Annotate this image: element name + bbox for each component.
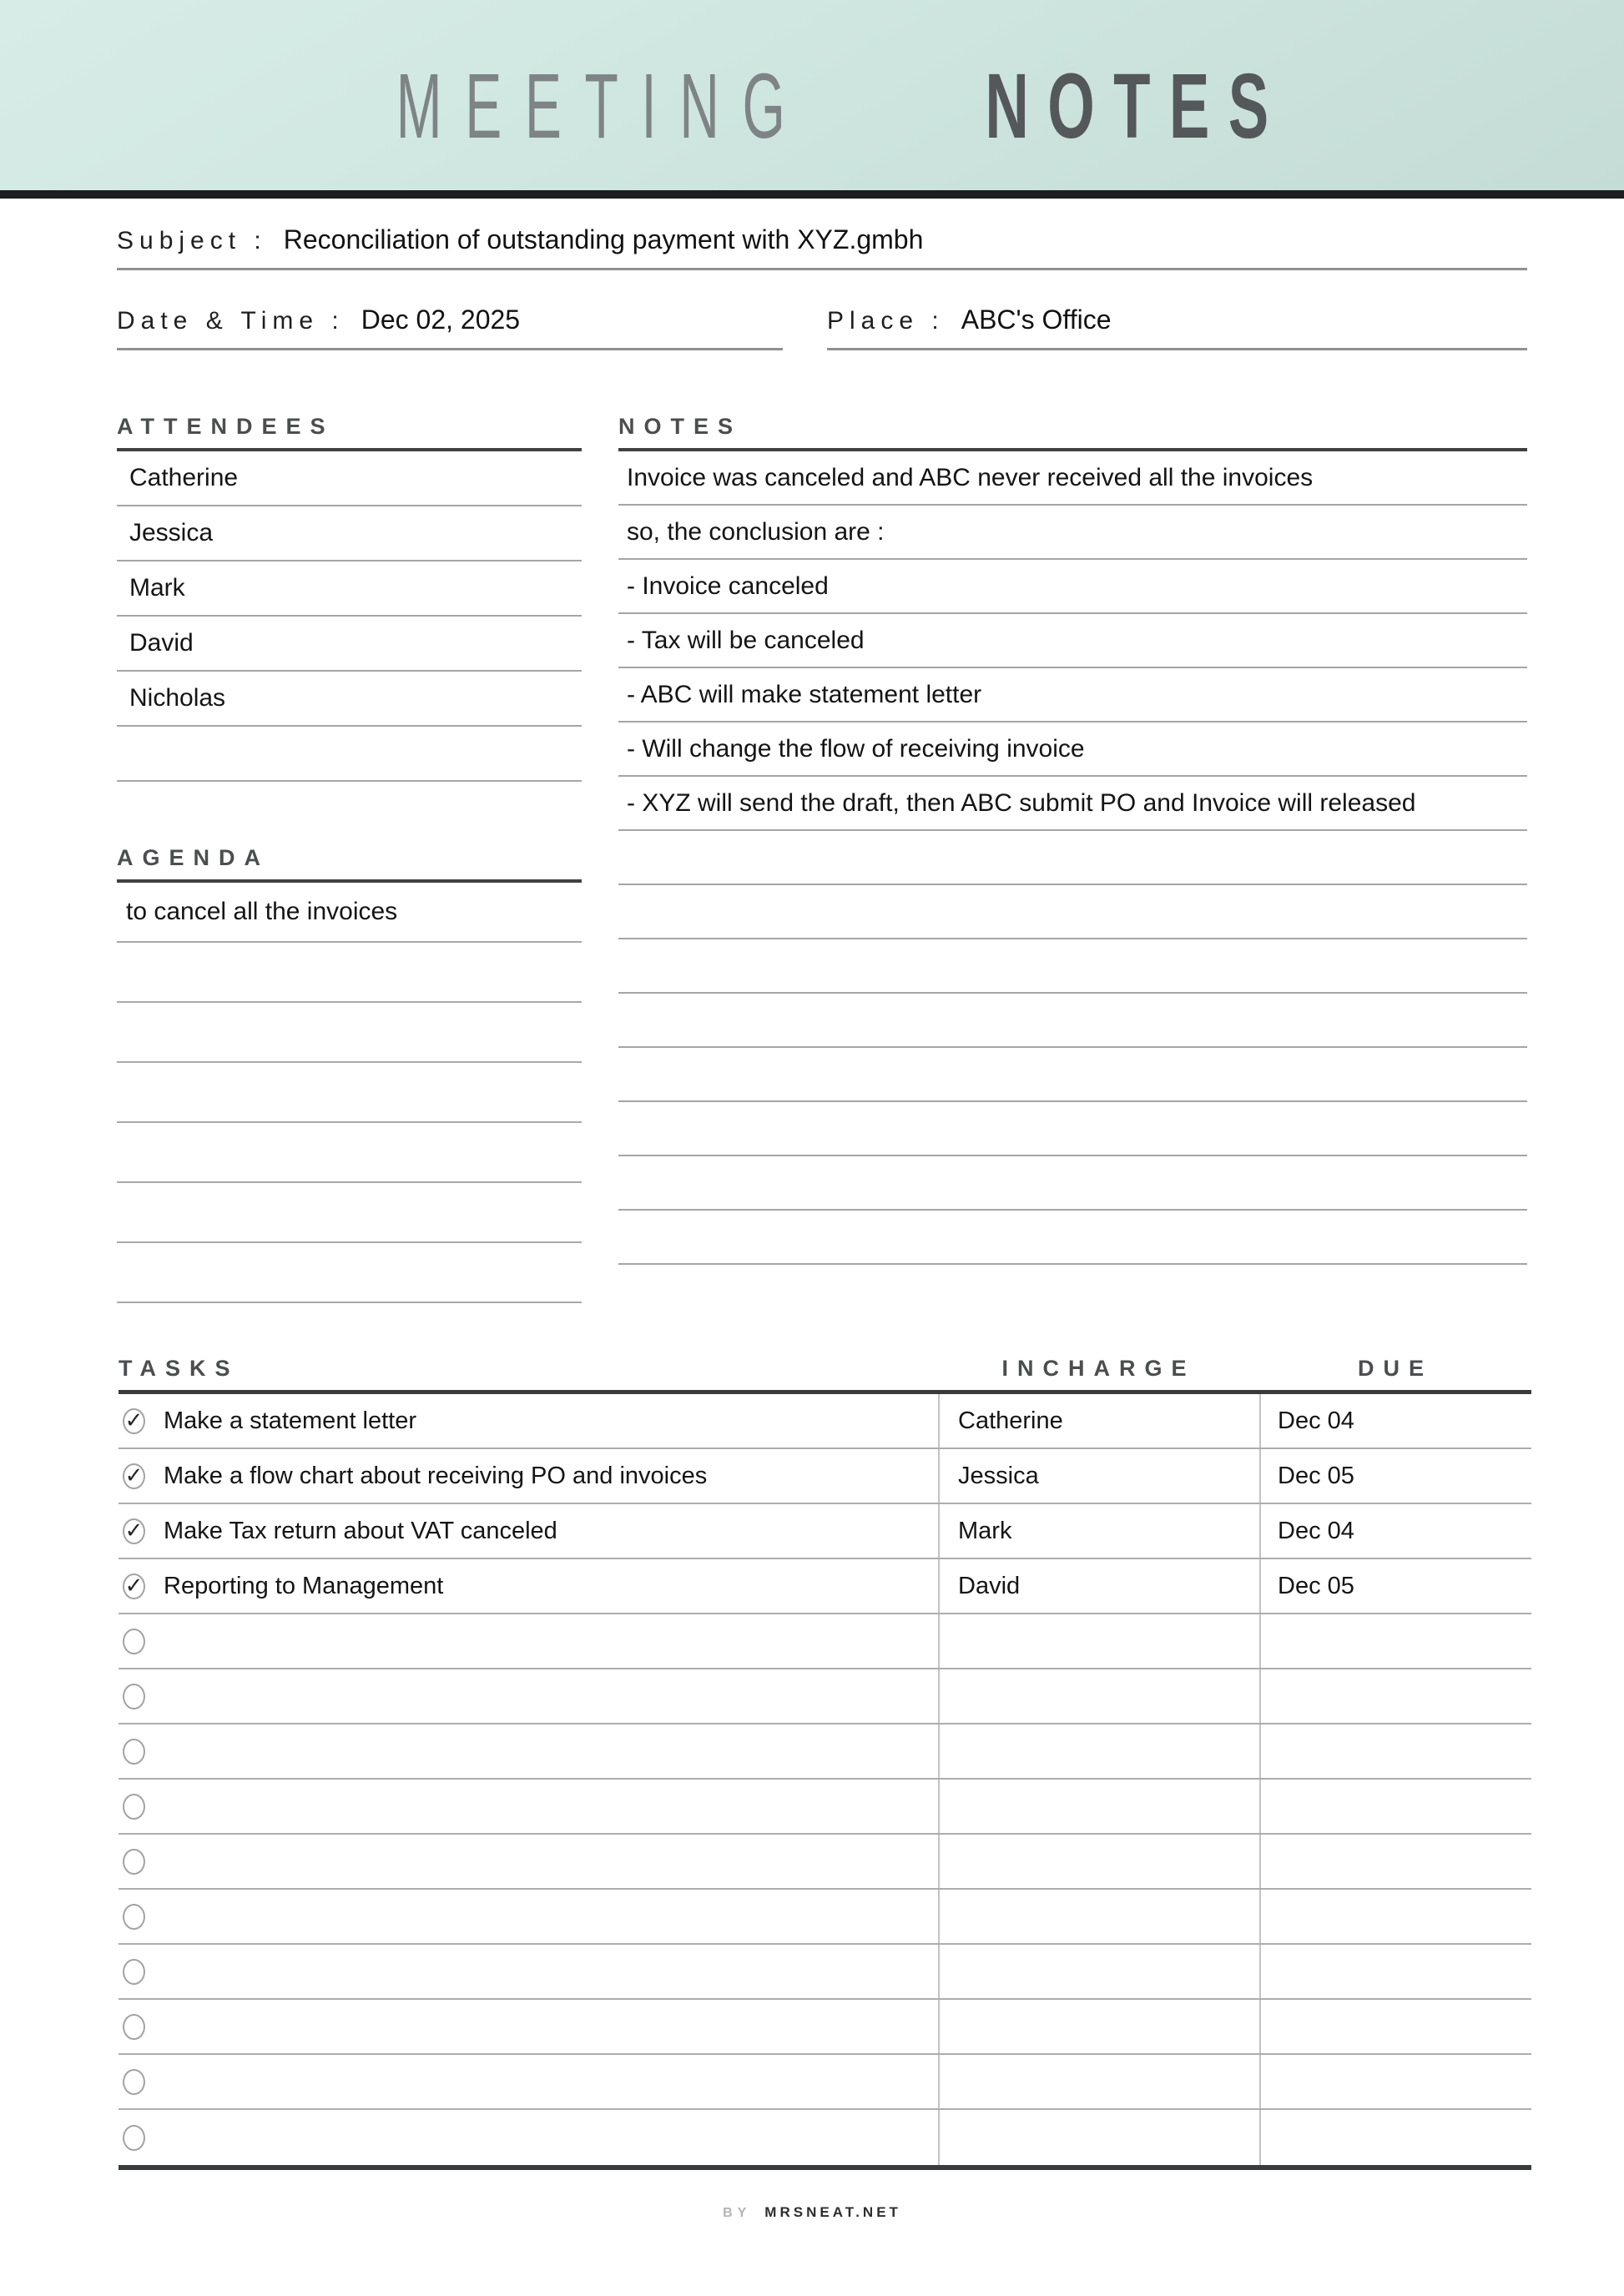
note-line: - Tax will be canceled (627, 626, 865, 654)
incharge-value: David (958, 1572, 1021, 1599)
task-checkbox-checked[interactable]: ✓ (123, 1463, 145, 1489)
task-checkbox-empty[interactable] (123, 2069, 145, 2095)
due-title: DUE (1357, 1356, 1433, 1381)
attendee-name: Nicholas (129, 684, 226, 712)
note-row (618, 723, 1527, 777)
task-checkbox-checked[interactable]: ✓ (123, 1573, 145, 1599)
due-cell (1259, 2055, 1531, 2108)
attendee-name: Catherine (129, 464, 239, 491)
page-header (0, 0, 1624, 190)
due-value: Dec 05 (1278, 1462, 1354, 1489)
incharge-cell (938, 1725, 1259, 1778)
note-row (618, 560, 1527, 614)
attendees-header (117, 410, 582, 451)
note-row (618, 777, 1527, 831)
task-row-empty (119, 1890, 1531, 1945)
task-cell (119, 1614, 938, 1668)
note-line: - Will change the flow of receiving invoice (627, 734, 1085, 763)
task-text: Make a statement letter (164, 1407, 417, 1434)
due-cell (1259, 1780, 1531, 1833)
due-cell (1259, 1449, 1531, 1503)
task-text: Make Tax return about VAT canceled (164, 1517, 557, 1544)
task-checkbox-empty[interactable] (123, 1629, 145, 1654)
page-title (259, 53, 1365, 159)
incharge-value: Catherine (958, 1407, 1063, 1434)
attendee-name: David (129, 629, 194, 657)
footer-brand: MRSNEAT.NET (764, 2204, 901, 2220)
task-checkbox-empty[interactable] (123, 1904, 145, 1930)
note-row-empty (618, 994, 1527, 1048)
tasks-title: TASKS (119, 1356, 240, 1381)
task-row-empty (119, 1835, 1531, 1890)
due-cell (1259, 1835, 1531, 1888)
note-row-empty (618, 939, 1527, 994)
agenda-row-empty (117, 1063, 582, 1123)
attendee-name: Jessica (129, 519, 214, 546)
task-checkbox-checked[interactable]: ✓ (123, 1408, 145, 1434)
due-column-header (1259, 1335, 1531, 1390)
due-cell (1259, 1890, 1531, 1943)
task-row (119, 1394, 1531, 1449)
place-label: Place : (827, 307, 945, 335)
task-cell (119, 1780, 938, 1833)
attendee-row-empty (117, 727, 582, 782)
datetime-label: Date & Time : (117, 307, 345, 335)
attendee-row (117, 672, 582, 727)
place-value: ABC's Office (961, 305, 1112, 335)
task-row-empty (119, 2000, 1531, 2055)
task-cell (119, 1449, 938, 1503)
task-row-empty (119, 1725, 1531, 1780)
due-value: Dec 04 (1278, 1407, 1354, 1434)
task-cell (119, 1725, 938, 1778)
task-checkbox-empty[interactable] (123, 1849, 145, 1875)
task-cell (119, 1835, 938, 1888)
due-cell (1259, 2000, 1531, 2053)
task-checkbox-empty[interactable] (123, 2125, 145, 2151)
task-row-empty (119, 2055, 1531, 2110)
due-value: Dec 05 (1278, 1572, 1354, 1599)
tasks-column-header (119, 1335, 938, 1390)
incharge-value: Mark (958, 1517, 1012, 1544)
task-cell (119, 2000, 938, 2053)
note-row (618, 614, 1527, 668)
due-cell (1259, 1945, 1531, 1998)
agenda-row-empty (117, 1123, 582, 1183)
note-row-empty (618, 1048, 1527, 1102)
note-line: - XYZ will send the draft, then ABC submit PO and Invoice will released (627, 788, 1416, 817)
incharge-cell (938, 1780, 1259, 1833)
task-cell (119, 1559, 938, 1613)
place-field[interactable] (827, 287, 1527, 350)
incharge-column-header (938, 1335, 1259, 1390)
attendee-name: Mark (129, 574, 185, 602)
incharge-cell (938, 2000, 1259, 2053)
incharge-title: INCHARGE (1001, 1356, 1196, 1381)
task-checkbox-empty[interactable] (123, 1684, 145, 1709)
agenda-row-empty (117, 943, 582, 1003)
agenda-row (117, 883, 582, 943)
footer-by-label: BY (723, 2206, 752, 2220)
task-row-empty (119, 2110, 1531, 2165)
tasks-table-header (119, 1335, 1531, 1394)
note-line: so, the conclusion are : (627, 517, 885, 546)
agenda-row-empty (117, 1003, 582, 1063)
attendee-row (117, 451, 582, 506)
due-cell (1259, 1614, 1531, 1668)
agenda-header (117, 841, 582, 883)
agenda-row-empty (117, 1243, 582, 1303)
note-row-empty (618, 1211, 1527, 1265)
task-cell (119, 1504, 938, 1558)
incharge-cell (938, 1835, 1259, 1888)
task-row (119, 1449, 1531, 1504)
incharge-cell (938, 1394, 1259, 1448)
task-row-empty (119, 1669, 1531, 1725)
attendees-section (117, 410, 582, 782)
page-title-meeting: MEETING (396, 54, 809, 158)
notes-title: NOTES (618, 414, 743, 439)
incharge-cell (938, 1449, 1259, 1503)
incharge-cell (938, 1614, 1259, 1668)
note-row-empty (618, 831, 1527, 885)
attendee-row (117, 617, 582, 672)
incharge-cell (938, 1945, 1259, 1998)
task-checkbox-checked[interactable]: ✓ (123, 1518, 145, 1544)
note-row (618, 668, 1527, 723)
due-cell (1259, 1559, 1531, 1613)
task-cell (119, 1945, 938, 1998)
due-cell (1259, 1669, 1531, 1723)
due-cell (1259, 1394, 1531, 1448)
agenda-title: AGENDA (117, 845, 270, 870)
task-cell (119, 2110, 938, 2165)
task-row-empty (119, 1780, 1531, 1835)
notes-section (618, 410, 1527, 1265)
note-row-empty (618, 1102, 1527, 1156)
task-checkbox-empty[interactable] (123, 1959, 145, 1985)
due-cell (1259, 1725, 1531, 1778)
task-text: Make a flow chart about receiving PO and invoices (164, 1462, 708, 1489)
task-row-empty (119, 1614, 1531, 1669)
tasks-section (119, 1335, 1531, 2170)
task-checkbox-empty[interactable] (123, 2014, 145, 2040)
task-row (119, 1504, 1531, 1559)
agenda-item: to cancel all the invoices (126, 898, 398, 925)
incharge-value: Jessica (958, 1462, 1039, 1489)
page-title-notes: NOTES (985, 54, 1288, 158)
agenda-section (117, 841, 582, 1303)
task-checkbox-empty[interactable] (123, 1739, 145, 1765)
agenda-row-empty (117, 1183, 582, 1243)
task-checkbox-empty[interactable] (123, 1794, 145, 1820)
incharge-cell (938, 2055, 1259, 2108)
datetime-value: Dec 02, 2025 (361, 305, 521, 335)
notes-header (618, 410, 1527, 451)
due-cell (1259, 1504, 1531, 1558)
due-cell (1259, 2110, 1531, 2165)
attendees-title: ATTENDEES (117, 414, 335, 439)
task-row-empty (119, 1945, 1531, 2000)
subject-value: Reconciliation of outstanding payment with XYZ.gmbh (283, 224, 924, 254)
incharge-cell (938, 1559, 1259, 1613)
attendee-row (117, 561, 582, 617)
note-row (618, 506, 1527, 560)
task-cell (119, 2055, 938, 2108)
subject-label: Subject : (117, 227, 267, 254)
note-row (618, 451, 1527, 506)
page-footer (0, 2204, 1624, 2221)
attendee-row (117, 506, 582, 561)
task-text: Reporting to Management (164, 1572, 444, 1599)
task-cell (119, 1890, 938, 1943)
note-line: Invoice was canceled and ABC never received all the invoices (627, 463, 1314, 491)
task-cell (119, 1394, 938, 1448)
task-cell (119, 1669, 938, 1723)
incharge-cell (938, 1504, 1259, 1558)
task-row (119, 1559, 1531, 1614)
incharge-cell (938, 2110, 1259, 2165)
header-divider-bar (0, 190, 1624, 199)
subject-field[interactable] (117, 205, 1527, 270)
due-value: Dec 04 (1278, 1517, 1354, 1544)
datetime-field[interactable] (117, 287, 783, 350)
note-row-empty (618, 885, 1527, 939)
incharge-cell (938, 1669, 1259, 1723)
note-row-empty (618, 1156, 1527, 1211)
note-line: - ABC will make statement letter (627, 680, 982, 708)
incharge-cell (938, 1890, 1259, 1943)
note-line: - Invoice canceled (627, 571, 829, 600)
